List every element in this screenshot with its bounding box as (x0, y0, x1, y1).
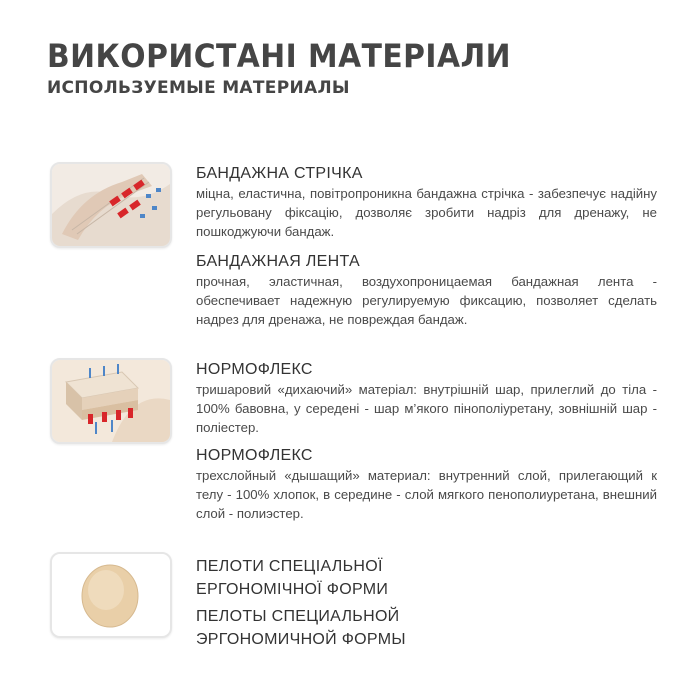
material-heading-ua-line2: ЕРГОНОМІЧНОЇ ФОРМИ (196, 581, 389, 598)
material-heading-ua: БАНДАЖНА СТРІЧКА (196, 165, 363, 182)
page-subtitle: ИСПОЛЬЗУЕМЫЕ МАТЕРИАЛЫ (47, 78, 350, 98)
material-description-ua: тришаровий «дихаючий» матеріал: внутрішній шар, прилеглий до тіла - 100% бавовна, у середені - шар м’якого пінополіуретану, зовнішній шар - поліестер. (196, 382, 657, 435)
material-heading-ua: НОРМОФЛЕКС (196, 361, 313, 378)
material-description-ru: трехслойный «дышащий» материал: внутренний слой, прилегающий к телу - 100% хлопок, в середине - слой мягкого пенополиуретана, внешний слой - полиэстер. (196, 468, 657, 521)
normoflex-thumbnail (50, 358, 172, 444)
material-description-ua: міцна, еластична, повітропроникна бандажна стрічка - забезпечує надійну регульовану фіксацію, дозволяє зробити надріз для дренажу, не пошкоджуючи бандаж. (196, 186, 657, 239)
material-bandage-tape (196, 164, 657, 329)
material-heading-ru: БАНДАЖНАЯ ЛЕНТА (196, 253, 361, 270)
material-description-ru: прочная, эластичная, воздухопроницаемая бандажная лента - обеспечивает надежную регулируемую фиксацию, позволяет сделать надрез для дренажа, не повреждая бандаж. (196, 274, 657, 327)
layered-fabric-icon (52, 360, 170, 442)
material-normoflex (196, 360, 657, 523)
material-heading-ua-line1: ПЕЛОТИ СПЕЦІАЛЬНОЇ (196, 558, 383, 575)
material-heading-ru-line1: ПЕЛОТЫ СПЕЦИАЛЬНОЙ (196, 608, 400, 625)
bandage-tape-thumbnail (50, 162, 172, 248)
page-title: ВИКОРИСТАНІ МАТЕРІАЛИ (47, 37, 512, 75)
pelot-pad-icon (52, 554, 170, 636)
pelot-thumbnail (50, 552, 172, 638)
material-heading-ru: НОРМОФЛЕКС (196, 447, 313, 464)
material-heading-ru-line2: ЭРГОНОМИЧНОЙ ФОРМЫ (196, 631, 406, 648)
material-pelots (196, 557, 657, 650)
bandage-tape-icon (52, 164, 170, 246)
